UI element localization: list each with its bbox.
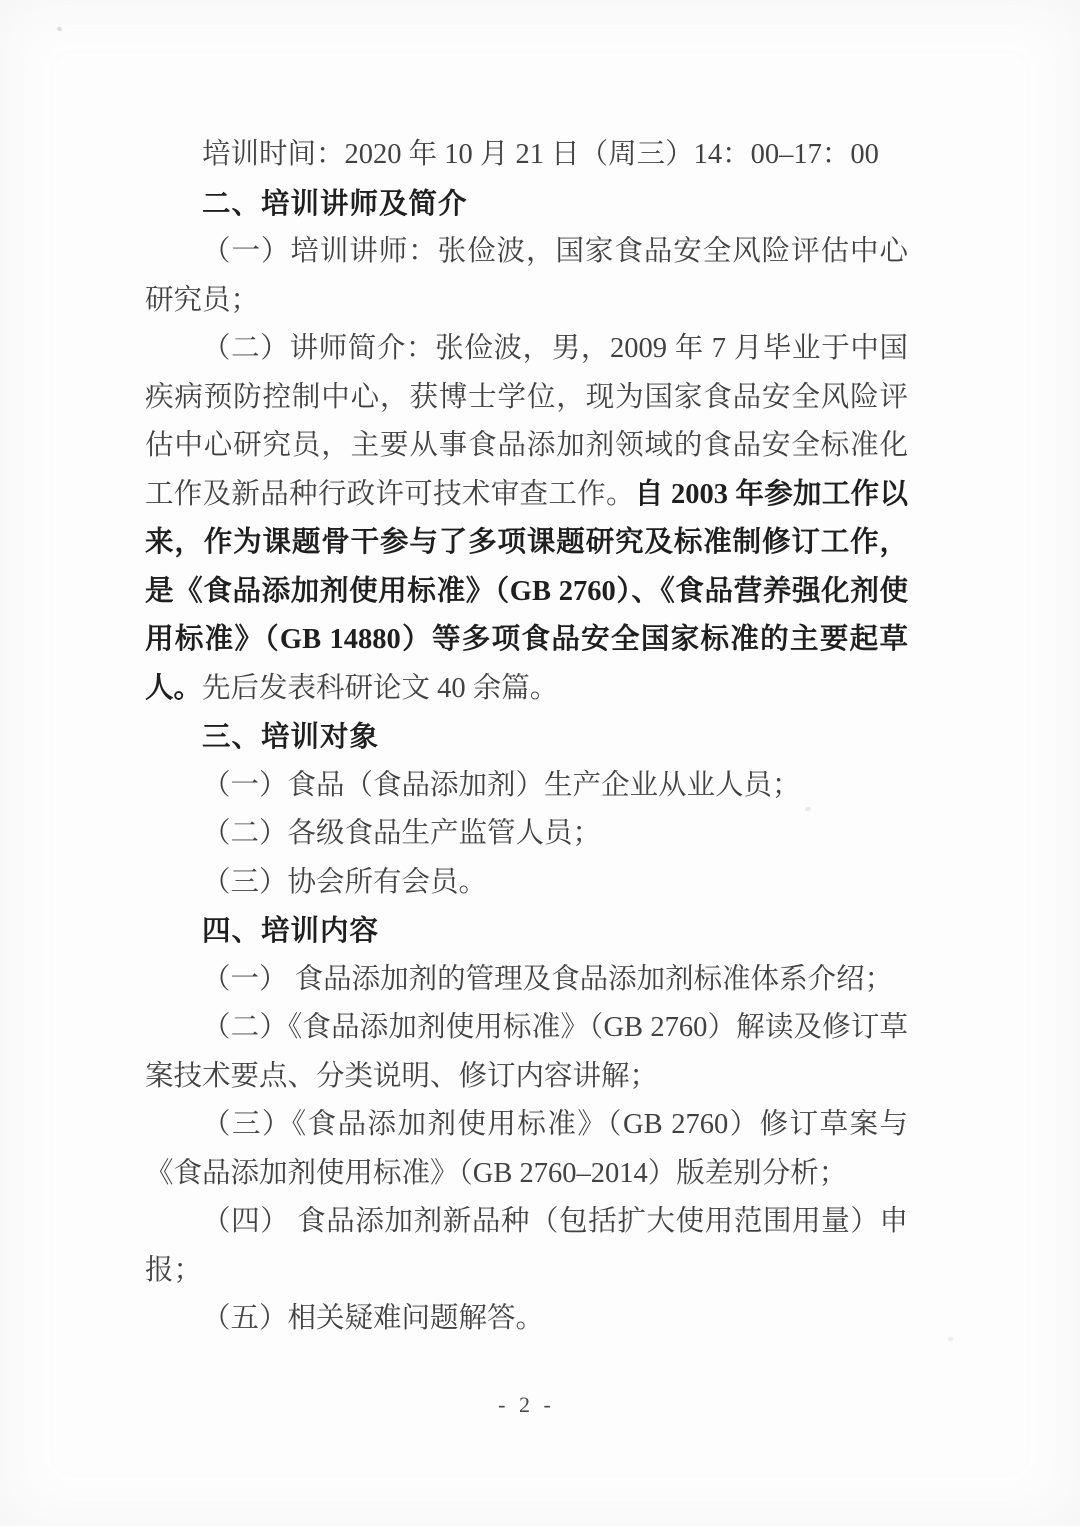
content-item-2	[145, 1004, 908, 1101]
lecturer-name-item	[145, 228, 908, 325]
text-run: （四） 食品添加剂新品种（包括扩大使用范围用量）申报；	[145, 1206, 908, 1286]
section-heading-lecturer	[145, 180, 908, 229]
text-run: 培训时间：2020 年 10 月 21 日（周三）14：00–17：00	[202, 139, 879, 170]
text-run: 自 2003 年参加工作以来，作为课题骨干参与了多项课题研究及标准制修订工作，是《食品添加剂使用标准》（GB 2760）、《食品营养强化剂使用标准》（GB 14880）等多项食品安全国家标准的主要起草人。	[145, 478, 908, 704]
scan-artifact	[948, 1337, 953, 1341]
content-item-4	[145, 1198, 908, 1295]
text-run: （一） 食品添加剂的管理及食品添加剂标准体系介绍；	[202, 963, 894, 995]
content-item-3	[145, 1101, 908, 1198]
document-body	[145, 131, 908, 1344]
text-run: （二）《食品添加剂使用标准》（GB 2760）解读及修订草案技术要点、分类说明、修订内容讲解；	[145, 1012, 908, 1092]
text-run: 先后发表科研论文 40 余篇。	[202, 672, 559, 704]
section-heading-content	[145, 907, 908, 956]
content-item-1	[145, 956, 908, 1005]
text-run: （一）食品（食品添加剂）生产企业从业人员；	[202, 769, 801, 801]
text-run: （二）各级食品生产监管人员；	[202, 818, 602, 849]
text-run: （五）相关疑难问题解答。	[202, 1303, 545, 1334]
training-time-line	[145, 131, 908, 180]
text-run: 四、培训内容	[202, 915, 380, 947]
text-run: 二、培训讲师及简介	[202, 187, 468, 220]
page-number: - 2 -	[498, 1392, 555, 1417]
text-run: （一）培训讲师：张俭波，国家食品安全风险评估中心研究员；	[145, 236, 908, 316]
text-run: （二）讲师简介：张俭波，男，2009 年 7 月毕业于中国疾病预防控制中心，获博士学位，现为国家食品安全风险评估中心研究员，主要从事食品添加剂领域的食品安全标准化工作及新品种行政许可技术审查工作。	[145, 333, 908, 510]
text-run: （三）协会所有会员。	[202, 866, 488, 898]
trainee-item-3	[145, 859, 908, 908]
section-heading-trainees	[145, 713, 908, 762]
text-run: 三、培训对象	[202, 721, 380, 753]
scan-artifact	[56, 26, 62, 32]
lecturer-bio-item	[145, 325, 908, 713]
trainee-item-1	[145, 762, 908, 811]
text-run: （三）《食品添加剂使用标准》（GB 2760）修订草案与《食品添加剂使用标准》（GB 2760–2014）版差别分析；	[145, 1109, 908, 1189]
content-item-5	[145, 1295, 908, 1344]
trainee-item-2	[145, 810, 908, 859]
